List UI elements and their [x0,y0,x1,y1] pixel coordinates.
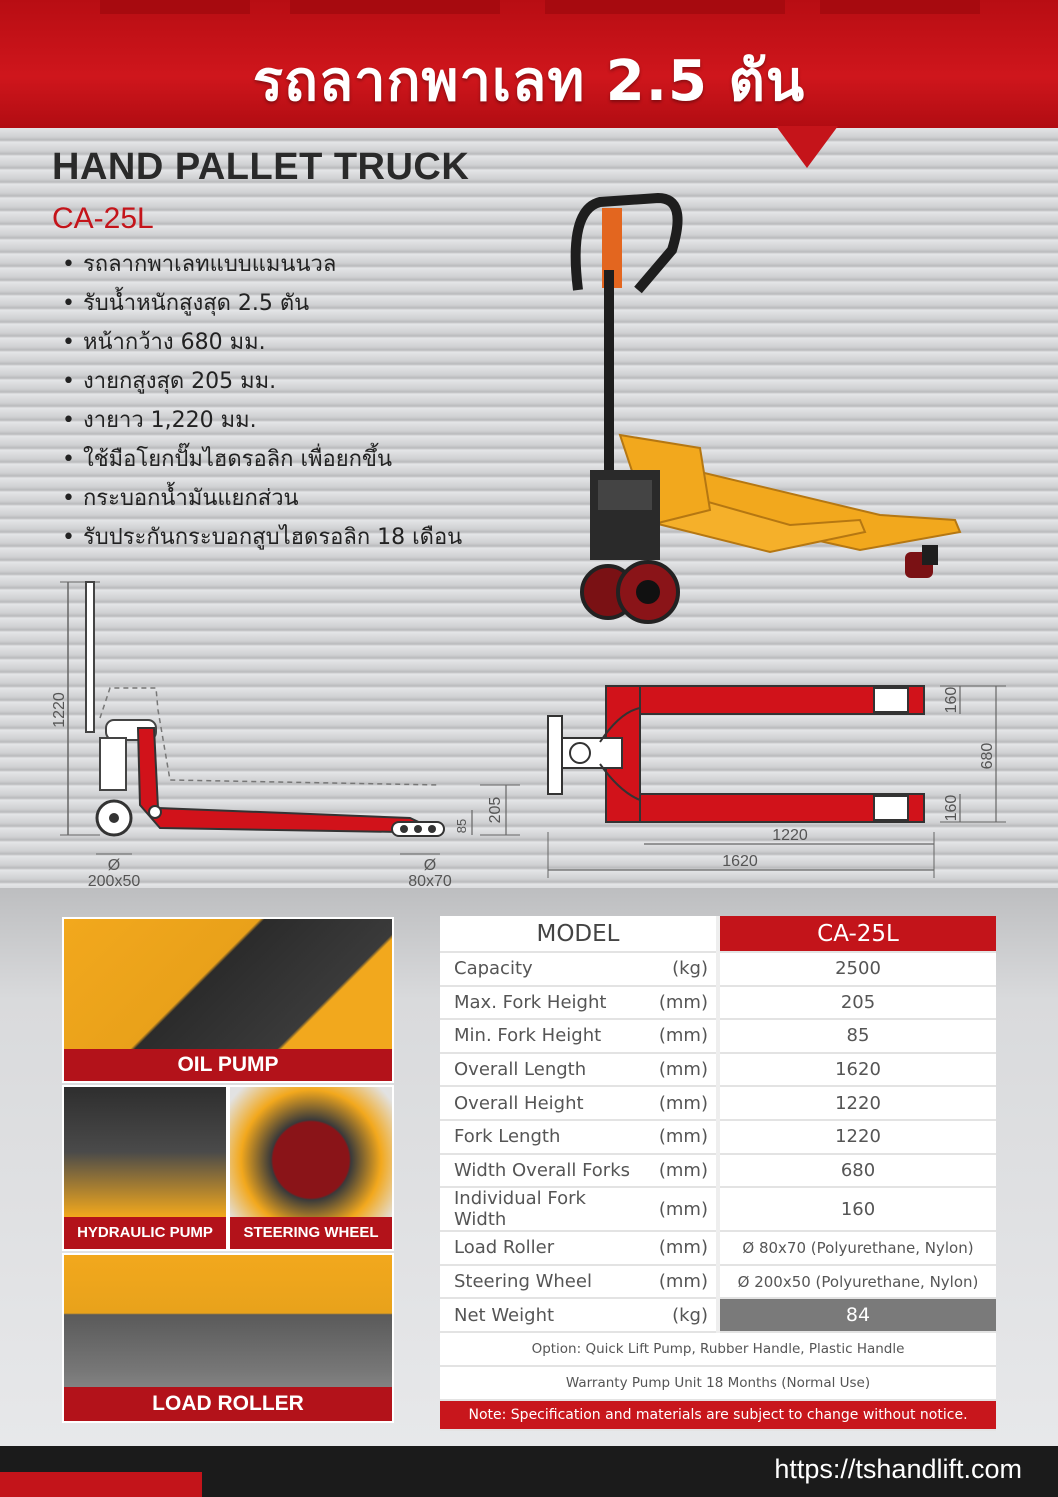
table-row [440,1019,996,1053]
row-label: Overall Height [440,1086,640,1120]
row-unit: (kg) [640,952,718,986]
option-text: Option: Quick Lift Pump, Rubber Handle, Plastic Handle [440,1332,996,1366]
row-label: Fork Length [440,1120,640,1154]
feature-item: • งายาว 1,220 มม. [62,406,462,445]
row-label: Individual Fork Width [440,1187,640,1231]
row-unit: (mm) [640,1120,718,1154]
table-row [440,986,996,1020]
feature-item: • หน้ากว้าง 680 มม. [62,328,462,367]
row-value: 2500 [718,952,996,986]
dim-roller-symbol: Ø [423,857,437,874]
feature-item: • รับประกันกระบอกสูบไฮดรอลิก 18 เดือน [62,523,462,562]
table-row [440,1086,996,1120]
row-label: Steering Wheel [440,1265,640,1299]
row-value: 1220 [718,1120,996,1154]
row-value: Ø 200x50 (Polyurethane, Nylon) [718,1265,996,1299]
pallet-truck-photo [560,180,980,650]
dim-fork-width-a: 160 [943,686,960,714]
row-unit: (mm) [640,1019,718,1053]
steering-wheel-photo [228,1085,394,1251]
dim-overall-width: 680 [979,742,996,770]
row-unit: (mm) [640,986,718,1020]
table-row [440,1231,996,1265]
row-label: Overall Length [440,1053,640,1087]
steering-wheel-caption: STEERING WHEEL [230,1217,392,1249]
footer [0,1446,1058,1497]
feature-item: • ใช้มือโยกปั๊มไฮดรอลิก เพื่อยกขึ้น [62,445,462,484]
header-value: CA-25L [718,916,996,952]
row-unit: (mm) [640,1154,718,1188]
feature-item: • กระบอกน้ำมันแยกส่วน [62,484,462,523]
dim-steer-wheel: 200x50 [87,873,141,890]
table-header [440,916,996,952]
load-roller-caption: LOAD ROLLER [64,1387,392,1421]
dim-fork-width-b: 160 [943,794,960,822]
dim-min-height: 85 [454,818,469,834]
model-code: CA-25L [52,202,154,235]
header-banner [0,0,1058,128]
row-unit: (mm) [640,1265,718,1299]
feature-item: • รถลากพาเลทแบบแมนนวล [62,250,462,289]
product-name: HAND PALLET TRUCK [52,146,470,188]
warranty-text: Warranty Pump Unit 18 Months (Normal Use) [440,1366,996,1400]
row-unit: (mm) [640,1231,718,1265]
table-row [440,1053,996,1087]
row-label: Capacity [440,952,640,986]
row-value: 85 [718,1019,996,1053]
row-label: Load Roller [440,1231,640,1265]
website-link[interactable]: https://tshandlift.com [774,1454,1022,1484]
option-row [440,1332,996,1366]
row-value: Ø 80x70 (Polyurethane, Nylon) [718,1231,996,1265]
row-value: 160 [718,1187,996,1231]
dim-overall-length: 1620 [722,853,758,870]
table-row [440,1120,996,1154]
note-text: Note: Specification and materials are subject to change without notice. [440,1400,996,1430]
row-value: 84 [718,1298,996,1332]
row-unit: (mm) [640,1187,718,1231]
dim-fork-length: 1220 [772,827,808,844]
header-notch [776,126,838,168]
row-unit: (mm) [640,1053,718,1087]
table-row [440,952,996,986]
table-row [440,1187,996,1231]
side-view-diagram [40,570,520,890]
oil-pump-photo [62,917,394,1083]
top-view-diagram [540,672,1020,882]
dim-load-roller: 80x70 [408,873,452,890]
oil-pump-caption: OIL PUMP [64,1049,392,1081]
table-row [440,1154,996,1188]
row-value: 205 [718,986,996,1020]
footer-accent [0,1472,202,1497]
row-label: Net Weight [440,1298,640,1332]
row-value: 680 [718,1154,996,1188]
spec-table [440,916,996,1431]
feature-list [62,250,462,562]
row-value: 1220 [718,1086,996,1120]
feature-item: • งายกสูงสุด 205 มม. [62,367,462,406]
row-label: Min. Fork Height [440,1019,640,1053]
dim-lift-height: 205 [487,796,504,824]
table-row [440,1298,996,1332]
note-row [440,1400,996,1430]
dim-height: 1220 [51,692,68,728]
row-value: 1620 [718,1053,996,1087]
row-label: Width Overall Forks [440,1154,640,1188]
page-title: รถลากพาเลท 2.5 ตัน [252,49,806,114]
load-roller-photo [62,1253,394,1423]
hydraulic-pump-photo [62,1085,228,1251]
header-label: MODEL [440,916,718,952]
row-unit: (mm) [640,1086,718,1120]
feature-item: • รับน้ำหนักสูงสุด 2.5 ตัน [62,289,462,328]
hydraulic-pump-caption: HYDRAULIC PUMP [64,1217,226,1249]
row-unit: (kg) [640,1298,718,1332]
warranty-row [440,1366,996,1400]
row-label: Max. Fork Height [440,986,640,1020]
table-row [440,1265,996,1299]
dim-steer-symbol: Ø [107,857,121,874]
